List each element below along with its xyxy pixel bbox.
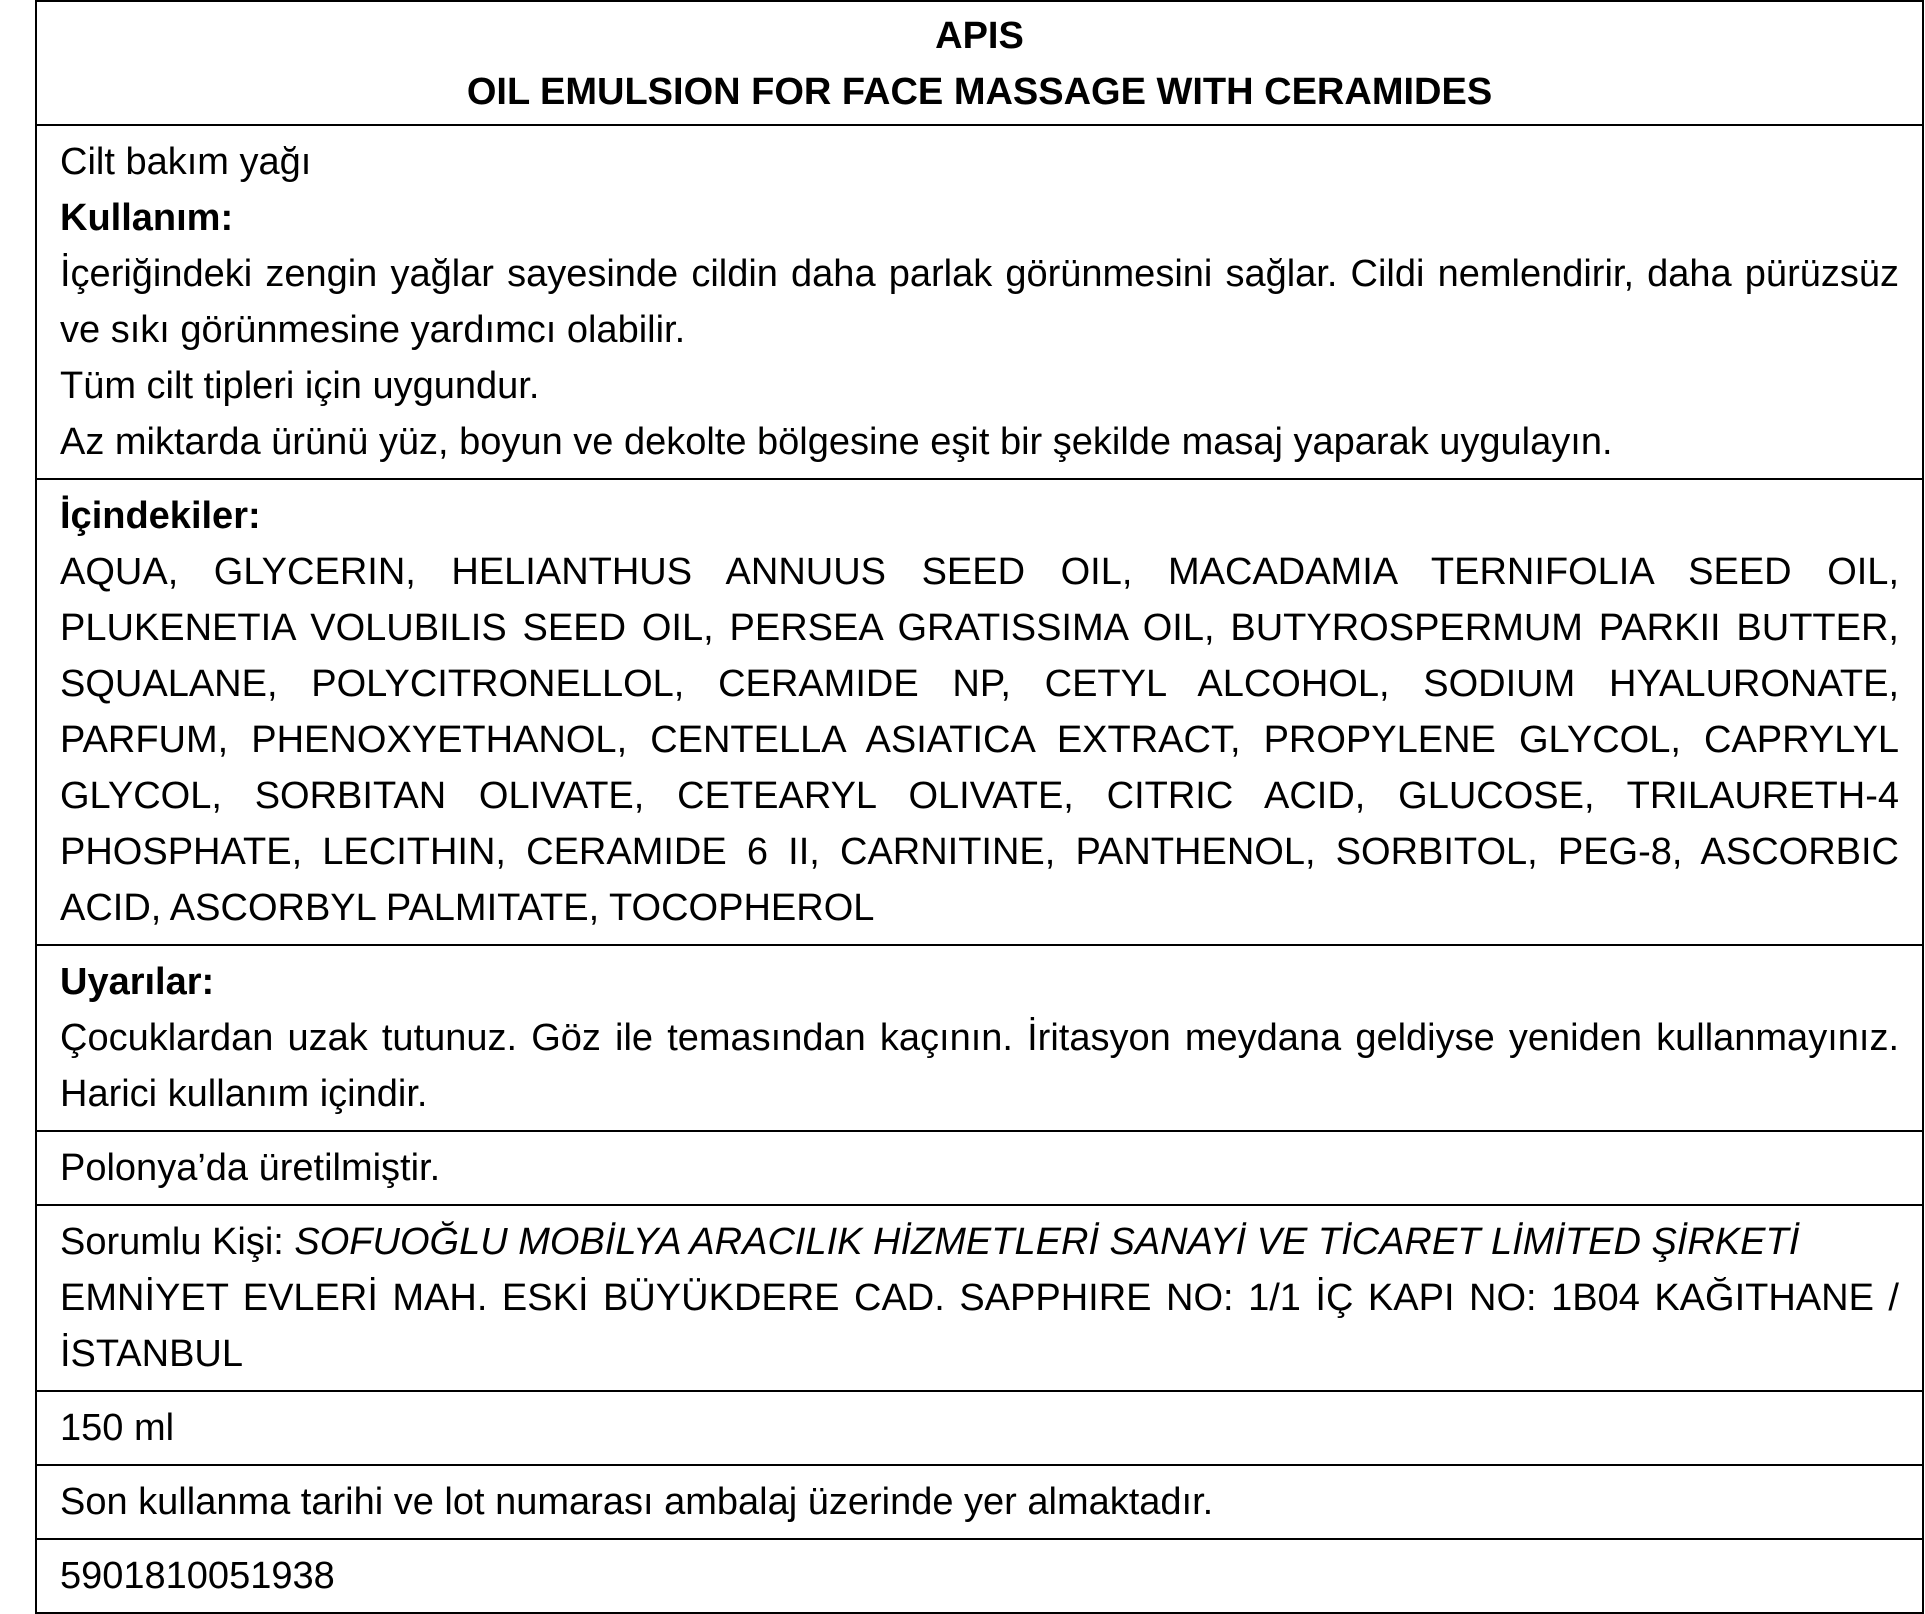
expiry-row [37, 1466, 1922, 1540]
usage-instructions: Az miktarda ürünü yüz, boyun ve dekolte bölgesine eşit bir şekilde masaj yaparak uygulayın. [60, 421, 1613, 463]
barcode-row [37, 1540, 1922, 1612]
responsible-person-label: Sorumlu Kişi: [60, 1221, 284, 1263]
responsible-person-line [60, 1214, 1899, 1270]
origin-row [37, 1132, 1922, 1206]
warnings-text: Çocuklardan uzak tutunuz. Göz ile temasından kaçının. İritasyon meydana geldiyse yeniden kullanmayınız. Harici kullanım içindir. [60, 1017, 1899, 1115]
usage-description: İçeriğindeki zengin yağlar sayesinde cildin daha parlak görünmesini sağlar. Cildi nemlendirir, daha pürüzsüz ve sıkı görünmesine yardımcı olabilir. [60, 253, 1899, 351]
warnings-row [37, 946, 1922, 1132]
ingredients-row [37, 480, 1922, 946]
responsible-person-company: SOFUOĞLU MOBİLYA ARACILIK HİZMETLERİ SANAYİ VE TİCARET LİMİTED ŞİRKETİ [294, 1221, 1800, 1263]
warnings-title: Uyarılar: [60, 961, 215, 1003]
product-label-table [35, 0, 1924, 1614]
ingredients-title: İçindekiler: [60, 495, 261, 537]
product-name: OIL EMULSION FOR FACE MASSAGE WITH CERAMIDES [466, 71, 1493, 113]
barcode-number: 5901810051938 [60, 1555, 335, 1597]
usage-title: Kullanım: [60, 197, 234, 239]
brand-name: APIS [935, 15, 1024, 57]
volume-row [37, 1392, 1922, 1466]
responsible-person-address: EMNİYET EVLERİ MAH. ESKİ BÜYÜKDERE CAD. SAPPHIRE NO: 1/1 İÇ KAPI NO: 1B04 KAĞITHANE / İSTANBUL [60, 1277, 1899, 1375]
header-row [37, 2, 1922, 126]
origin-text: Polonya’da üretilmiştir. [60, 1147, 441, 1189]
responsible-person-row [37, 1206, 1922, 1392]
volume-text: 150 ml [60, 1407, 175, 1449]
product-type: Cilt bakım yağı [60, 141, 312, 183]
expiry-note: Son kullanma tarihi ve lot numarası ambalaj üzerinde yer almaktadır. [60, 1481, 1214, 1523]
ingredients-list: AQUA, GLYCERIN, HELIANTHUS ANNUUS SEED OIL, MACADAMIA TERNIFOLIA SEED OIL, PLUKENETIA VOLUBILIS SEED OIL, PERSEA GRATISSIMA OIL, BUTYROSPERMUM PARKII BUTTER, SQUALANE, POLYCITRONELLOL, CERAMIDE NP, CETYL ALCOHOL, SODIUM HYALURONATE, PARFUM, PHENOXYETHANOL, CENTELLA ASIATICA EXTRACT, PROPYLENE GLYCOL, CAPRYLYL GLYCOL, SORBITAN OLIVATE, CETEARYL OLIVATE, CITRIC ACID, GLUCOSE, TRILAURETH-4 PHOSPHATE, LECITHIN, CERAMIDE 6 II, CARNITINE, PANTHENOL, SORBITOL, PEG-8, ASCORBIC ACID, ASCORBYL PALMITATE, TOCOPHEROL [60, 551, 1899, 929]
skin-types: Tüm cilt tipleri için uygundur. [60, 365, 540, 407]
usage-row [37, 126, 1922, 480]
